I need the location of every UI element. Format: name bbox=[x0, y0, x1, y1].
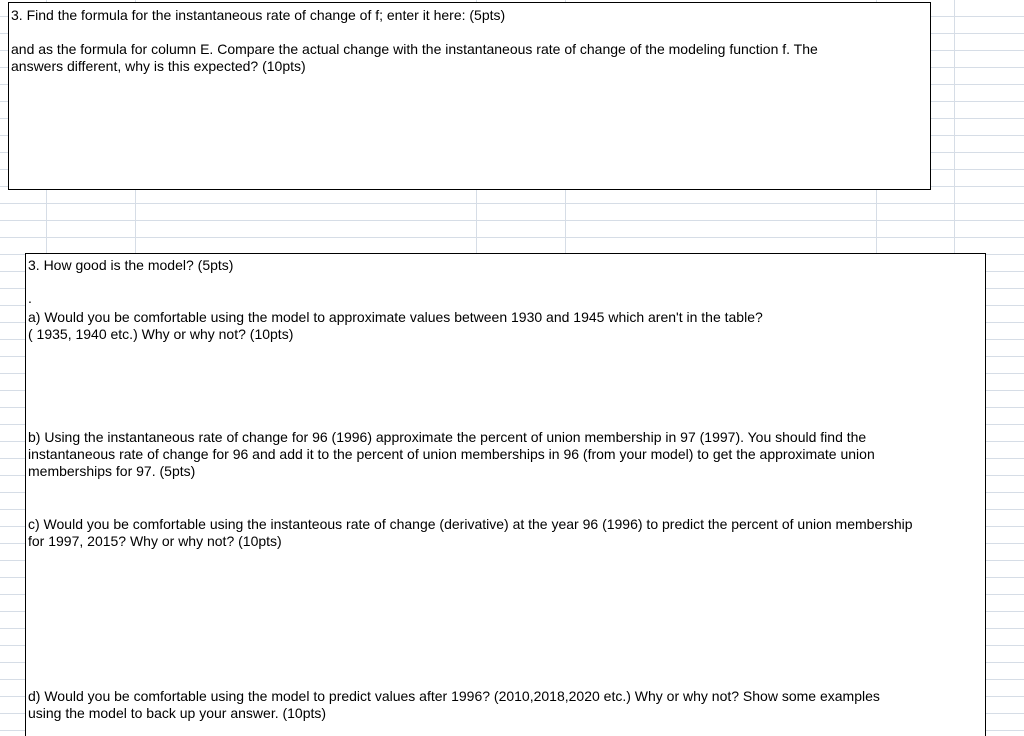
part-d-line-1: d) Would you be comfortable using the model to predict values after 1996? (2010,2018,2020 etc.) Why or why not? Show some examples bbox=[28, 688, 880, 704]
part-a-line-2: ( 1935, 1940 etc.) Why or why not? (10pts) bbox=[28, 326, 294, 342]
part-c-line-1: c) Would you be comfortable using the instanteous rate of change (derivative) at the year 96 (1996) to predict the percent of union membership bbox=[28, 516, 913, 532]
part-b-line-2: instantaneous rate of change for 96 and add it to the percent of union memberships in 96 (from your model) to get the approximate union bbox=[28, 446, 875, 462]
part-a-line-1: a) Would you be comfortable using the model to approximate values between 1930 and 1945 which aren't in the table? bbox=[28, 309, 763, 325]
question-3-line-2: and as the formula for column E. Compare the actual change with the instantaneous rate of change of the modeling function f. The bbox=[11, 41, 818, 57]
formula-question-textbox[interactable] bbox=[8, 2, 931, 190]
question-3-line-1: 3. Find the formula for the instantaneous rate of change of f; enter it here: (5pts) bbox=[11, 7, 506, 23]
model-quality-textbox[interactable] bbox=[25, 253, 986, 736]
question-3-line-3: answers different, why is this expected? (10pts) bbox=[11, 58, 306, 74]
model-question-dot: . bbox=[28, 290, 32, 306]
part-d-line-2: using the model to back up your answer. (10pts) bbox=[28, 705, 327, 721]
part-b-line-1: b) Using the instantaneous rate of change for 96 (1996) approximate the percent of union membership in 97 (1997). You should find the bbox=[28, 429, 867, 445]
model-question-title: 3. How good is the model? (5pts) bbox=[28, 257, 234, 273]
part-b-line-3: memberships for 97. (5pts) bbox=[28, 463, 196, 479]
part-c-line-2: for 1997, 2015? Why or why not? (10pts) bbox=[28, 533, 282, 549]
